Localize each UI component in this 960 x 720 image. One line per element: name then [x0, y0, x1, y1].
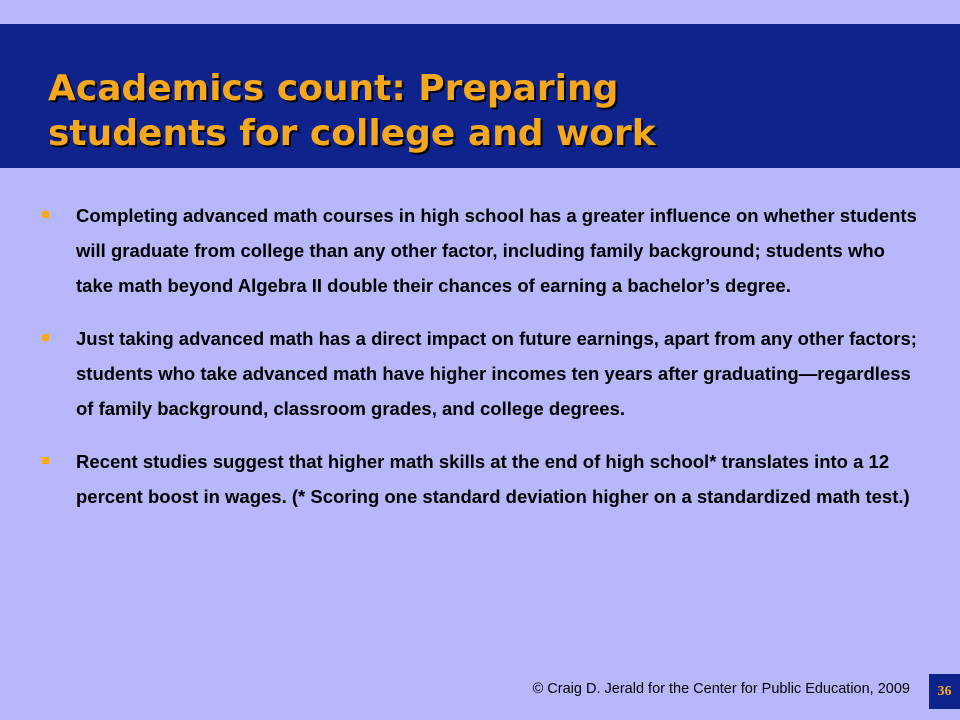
orange-square-bullet-icon: [42, 211, 49, 218]
slide-title: [48, 66, 656, 156]
slide-title-line-2: students for college and work: [48, 113, 656, 154]
bullet-text-3: Recent studies suggest that higher math skills at the end of high school* translates into a 12 percent boost in wages. (* Scoring one standard deviation higher on a standardized math test.): [76, 451, 910, 507]
orange-square-bullet-icon: [42, 334, 49, 341]
bullet-text-2: Just taking advanced math has a direct impact on future earnings, apart from any other factors; students who take advanced math have higher incomes ten years after graduating—regardless of family background, classroom grades, and college degrees.: [76, 328, 917, 419]
bullet-item-3: [40, 444, 920, 514]
copyright-footer: © Craig D. Jerald for the Center for Public Education, 2009: [532, 681, 910, 697]
page-number-badge: 36: [929, 674, 960, 709]
slide-title-line-1: Academics count: Preparing: [48, 68, 619, 109]
orange-square-bullet-icon: [42, 457, 49, 464]
bullet-item-1: [40, 198, 920, 303]
bullet-item-2: [40, 321, 920, 426]
bullet-text-1: Completing advanced math courses in high school has a greater influence on whether students will graduate from college than any other factor, including family background; students who take math beyond Algebra II double their chances of earning a bachelor’s degree.: [76, 205, 917, 296]
bullet-list: [40, 198, 920, 532]
